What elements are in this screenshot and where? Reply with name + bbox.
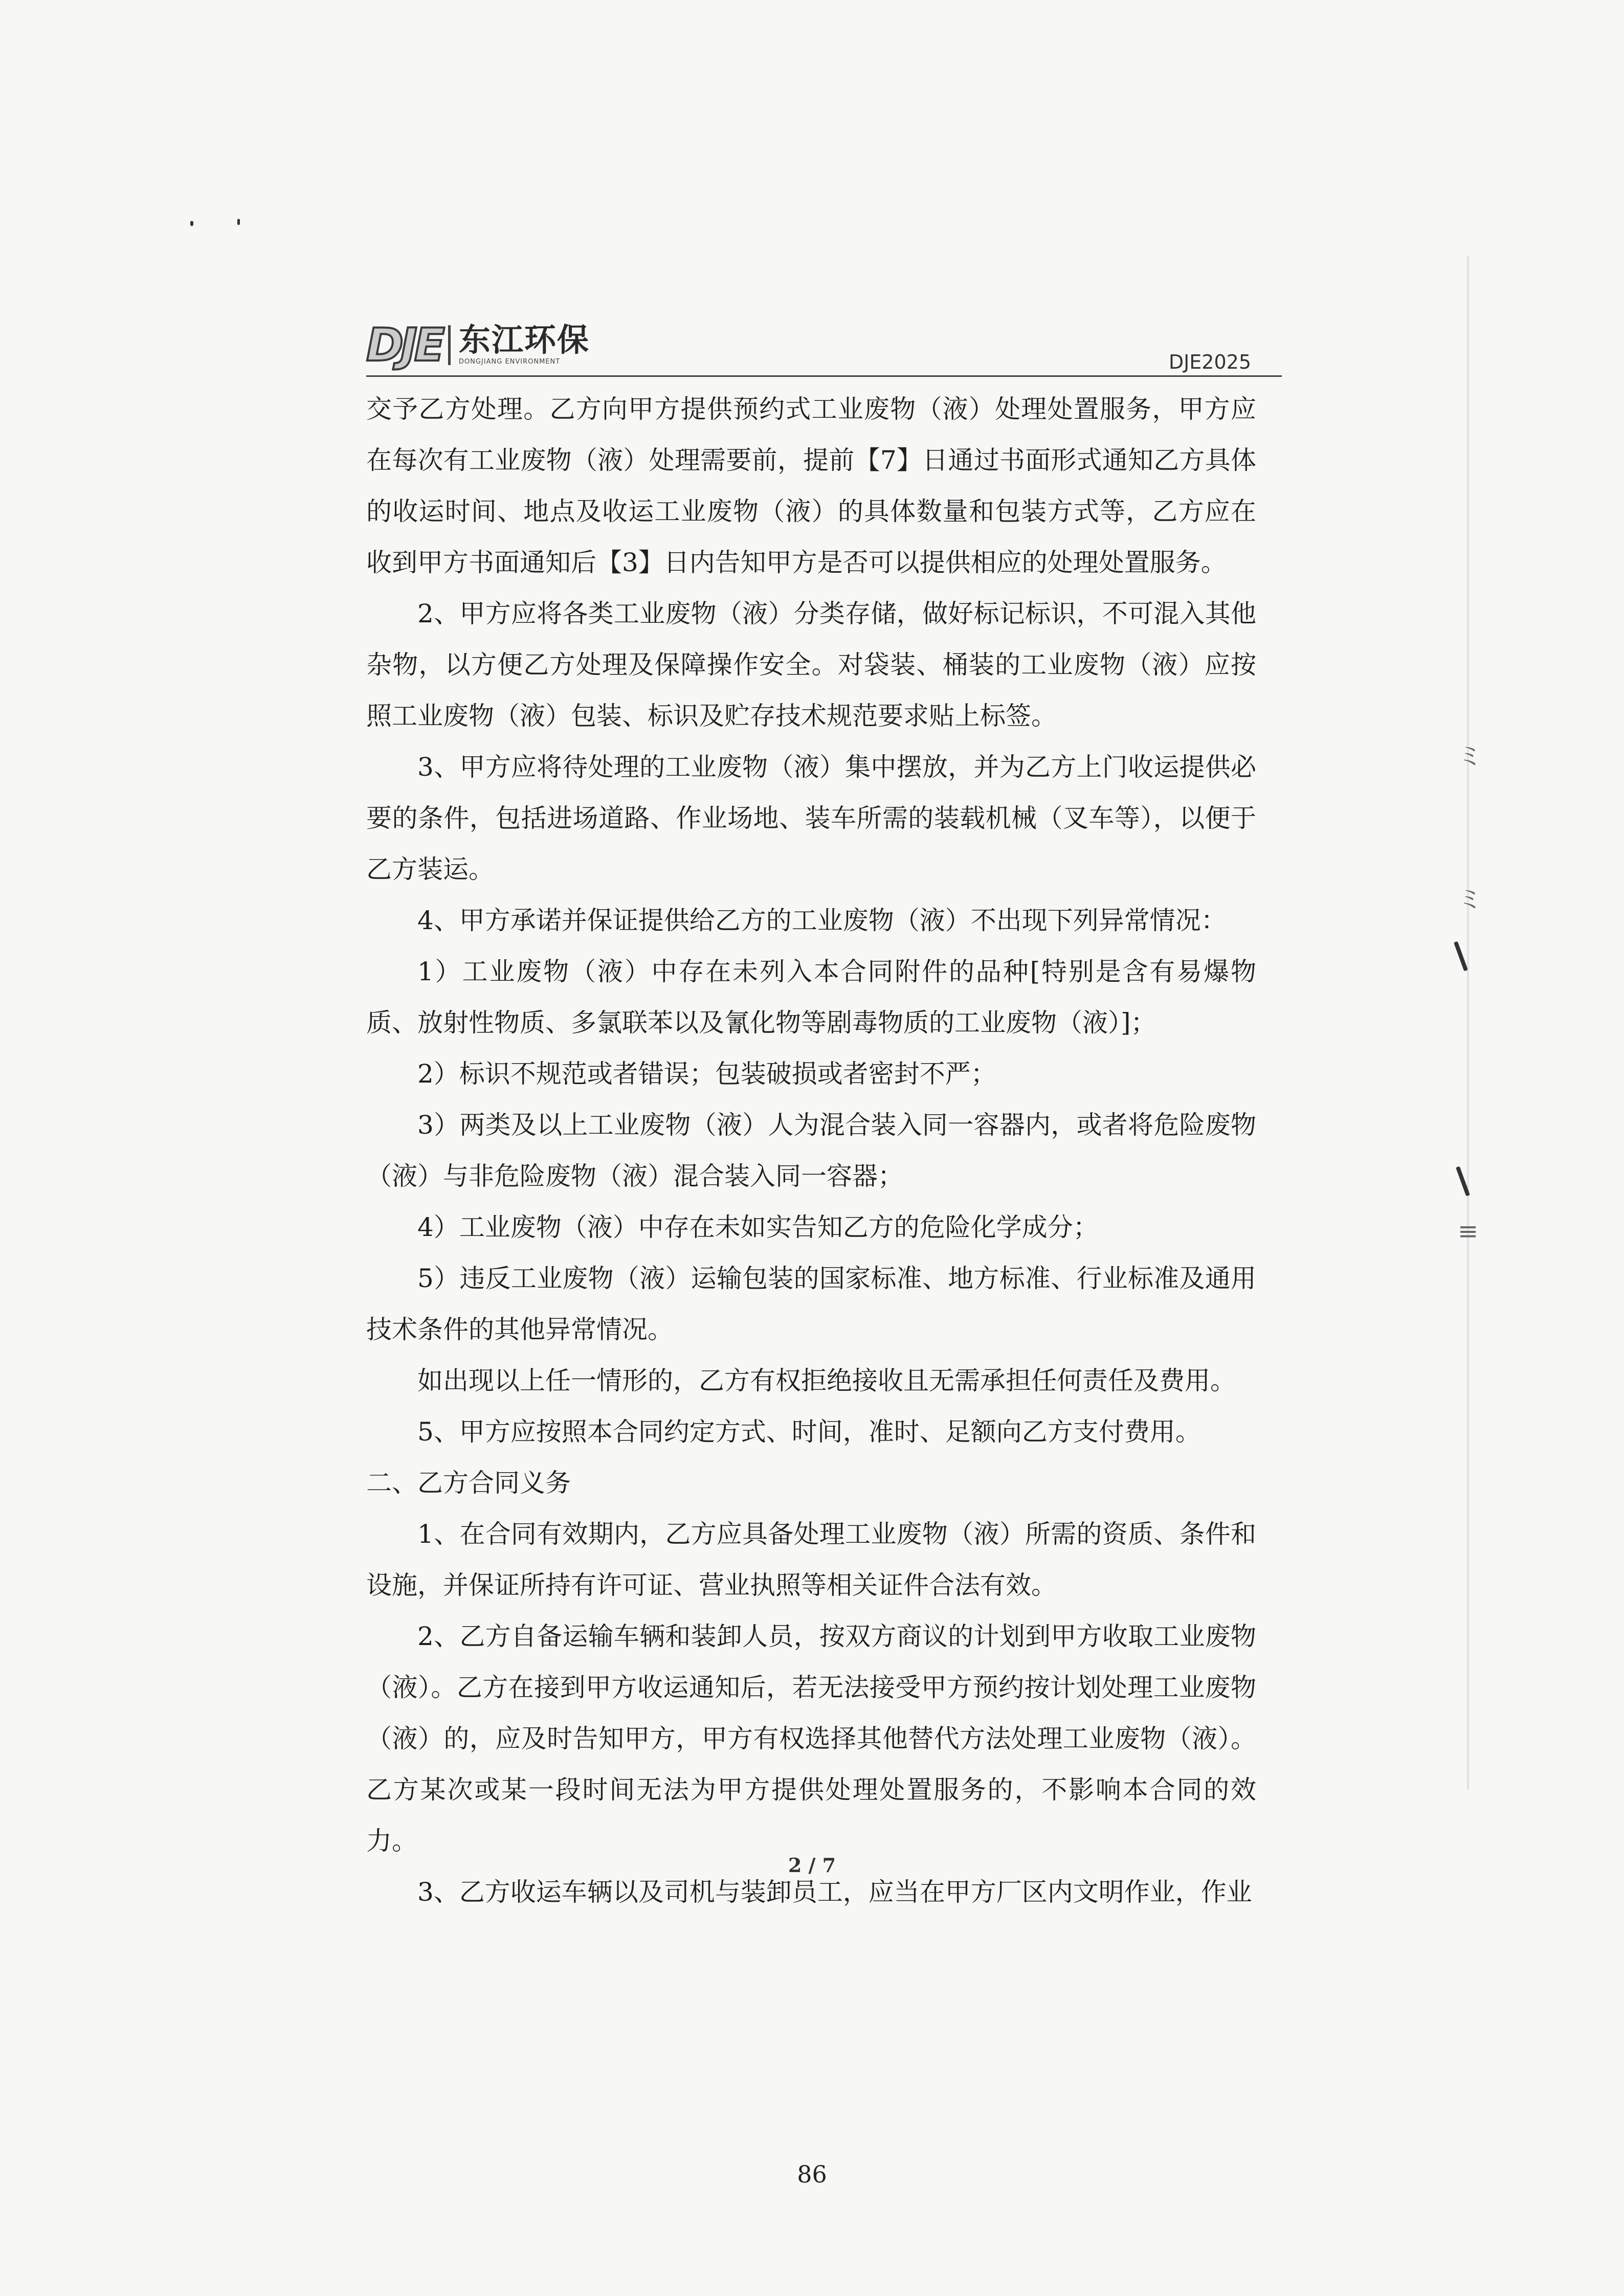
- logo-text: [458, 321, 590, 366]
- company-name: 东江环保: [458, 321, 590, 358]
- scan-bleed-text: ミ: [1458, 885, 1483, 914]
- paragraph: 3、甲方应将待处理的工业废物（液）集中摆放，并为乙方上门收运提供必要的条件，包括进场道路、作业场地、装车所需的装载机械（叉车等），以便于乙方装运。: [366, 752, 1256, 884]
- paragraph: 5）违反工业废物（液）运输包装的国家标准、地方标准、行业标准及通用技术条件的其他异常情况。: [366, 1264, 1256, 1344]
- document-header: [366, 318, 1282, 377]
- company-logo: [366, 318, 590, 372]
- paragraph: 4、甲方承诺并保证提供给乙方的工业废物（液）不出现下列异常情况：: [417, 906, 1227, 935]
- scan-edge-line: [1467, 256, 1469, 1790]
- document-code: DJE2025: [1168, 351, 1251, 373]
- paragraph: 1）工业废物（液）中存在未列入本合同附件的品种[特别是含有易爆物质、放射性物质、多氯联苯以及氰化物等剧毒物质的工业废物（液）]；: [366, 957, 1256, 1038]
- logo-mark: DJE: [366, 318, 442, 371]
- logo-divider: [448, 325, 451, 365]
- paragraph: 3、乙方收运车辆以及司机与装卸员工，应当在甲方厂区内文明作业，作业: [417, 1877, 1252, 1907]
- scan-bleed-text: ミ: [1458, 742, 1483, 771]
- page-indicator: 2 / 7: [788, 1854, 836, 1877]
- scan-bleed-text: ≡: [1458, 1217, 1479, 1246]
- scan-mark: [237, 219, 240, 225]
- contract-body: [366, 384, 1256, 1918]
- sequence-number: 86: [797, 2160, 827, 2188]
- paragraph: 3）两类及以上工业废物（液）人为混合装入同一容器内，或者将危险废物（液）与非危险废物（液）混合装入同一容器；: [366, 1110, 1256, 1191]
- paragraph: 1、在合同有效期内，乙方应具备处理工业废物（液）所需的资质、条件和设施，并保证所持有许可证、营业执照等相关证件合法有效。: [366, 1519, 1256, 1600]
- paragraph: 2、甲方应将各类工业废物（液）分类存储，做好标记标识，不可混入其他杂物，以方便乙方处理及保障操作安全。对袋装、桶装的工业废物（液）应按照工业废物（液）包装、标识及贮存技术规范要求贴上标签。: [366, 599, 1256, 731]
- paragraph: 如出现以上任一情形的，乙方有权拒绝接收且无需承担任何责任及费用。: [417, 1366, 1236, 1395]
- paragraph: 4）工业废物（液）中存在未如实告知乙方的危险化学成分；: [417, 1212, 1099, 1242]
- paragraph: 交予乙方处理。乙方向甲方提供预约式工业废物（液）处理处置服务，甲方应在每次有工业废物（液）处理需要前，提前【7】日通过书面形式通知乙方具体的收运时间、地点及收运工业废物（液）的具体数量和包装方式等，乙方应在收到甲方书面通知后【3】日内告知甲方是否可以提供相应的处理处置服务。: [366, 394, 1256, 577]
- paragraph: 2）标识不规范或者错误；包装破损或者密封不严；: [417, 1059, 996, 1089]
- scan-mark: [1454, 941, 1468, 971]
- company-name-en: DONGJIANG ENVIRONMENT: [458, 358, 561, 366]
- paragraph: 5、甲方应按照本合同约定方式、时间，准时、足额向乙方支付费用。: [417, 1417, 1201, 1447]
- header-rule: [366, 375, 1282, 377]
- paragraph: 2、乙方自备运输车辆和装卸人员，按双方商议的计划到甲方收取工业废物（液）。乙方在接到甲方收运通知后，若无法接受甲方预约按计划处理工业废物（液）的，应及时告知甲方，甲方有权选择其他替代方法处理工业废物（液）。乙方某次或某一段时间无法为甲方提供处理处置服务的，不影响本合同的效力。: [366, 1622, 1256, 1856]
- scan-mark: [190, 221, 193, 226]
- section-heading: 二、乙方合同义务: [366, 1468, 571, 1498]
